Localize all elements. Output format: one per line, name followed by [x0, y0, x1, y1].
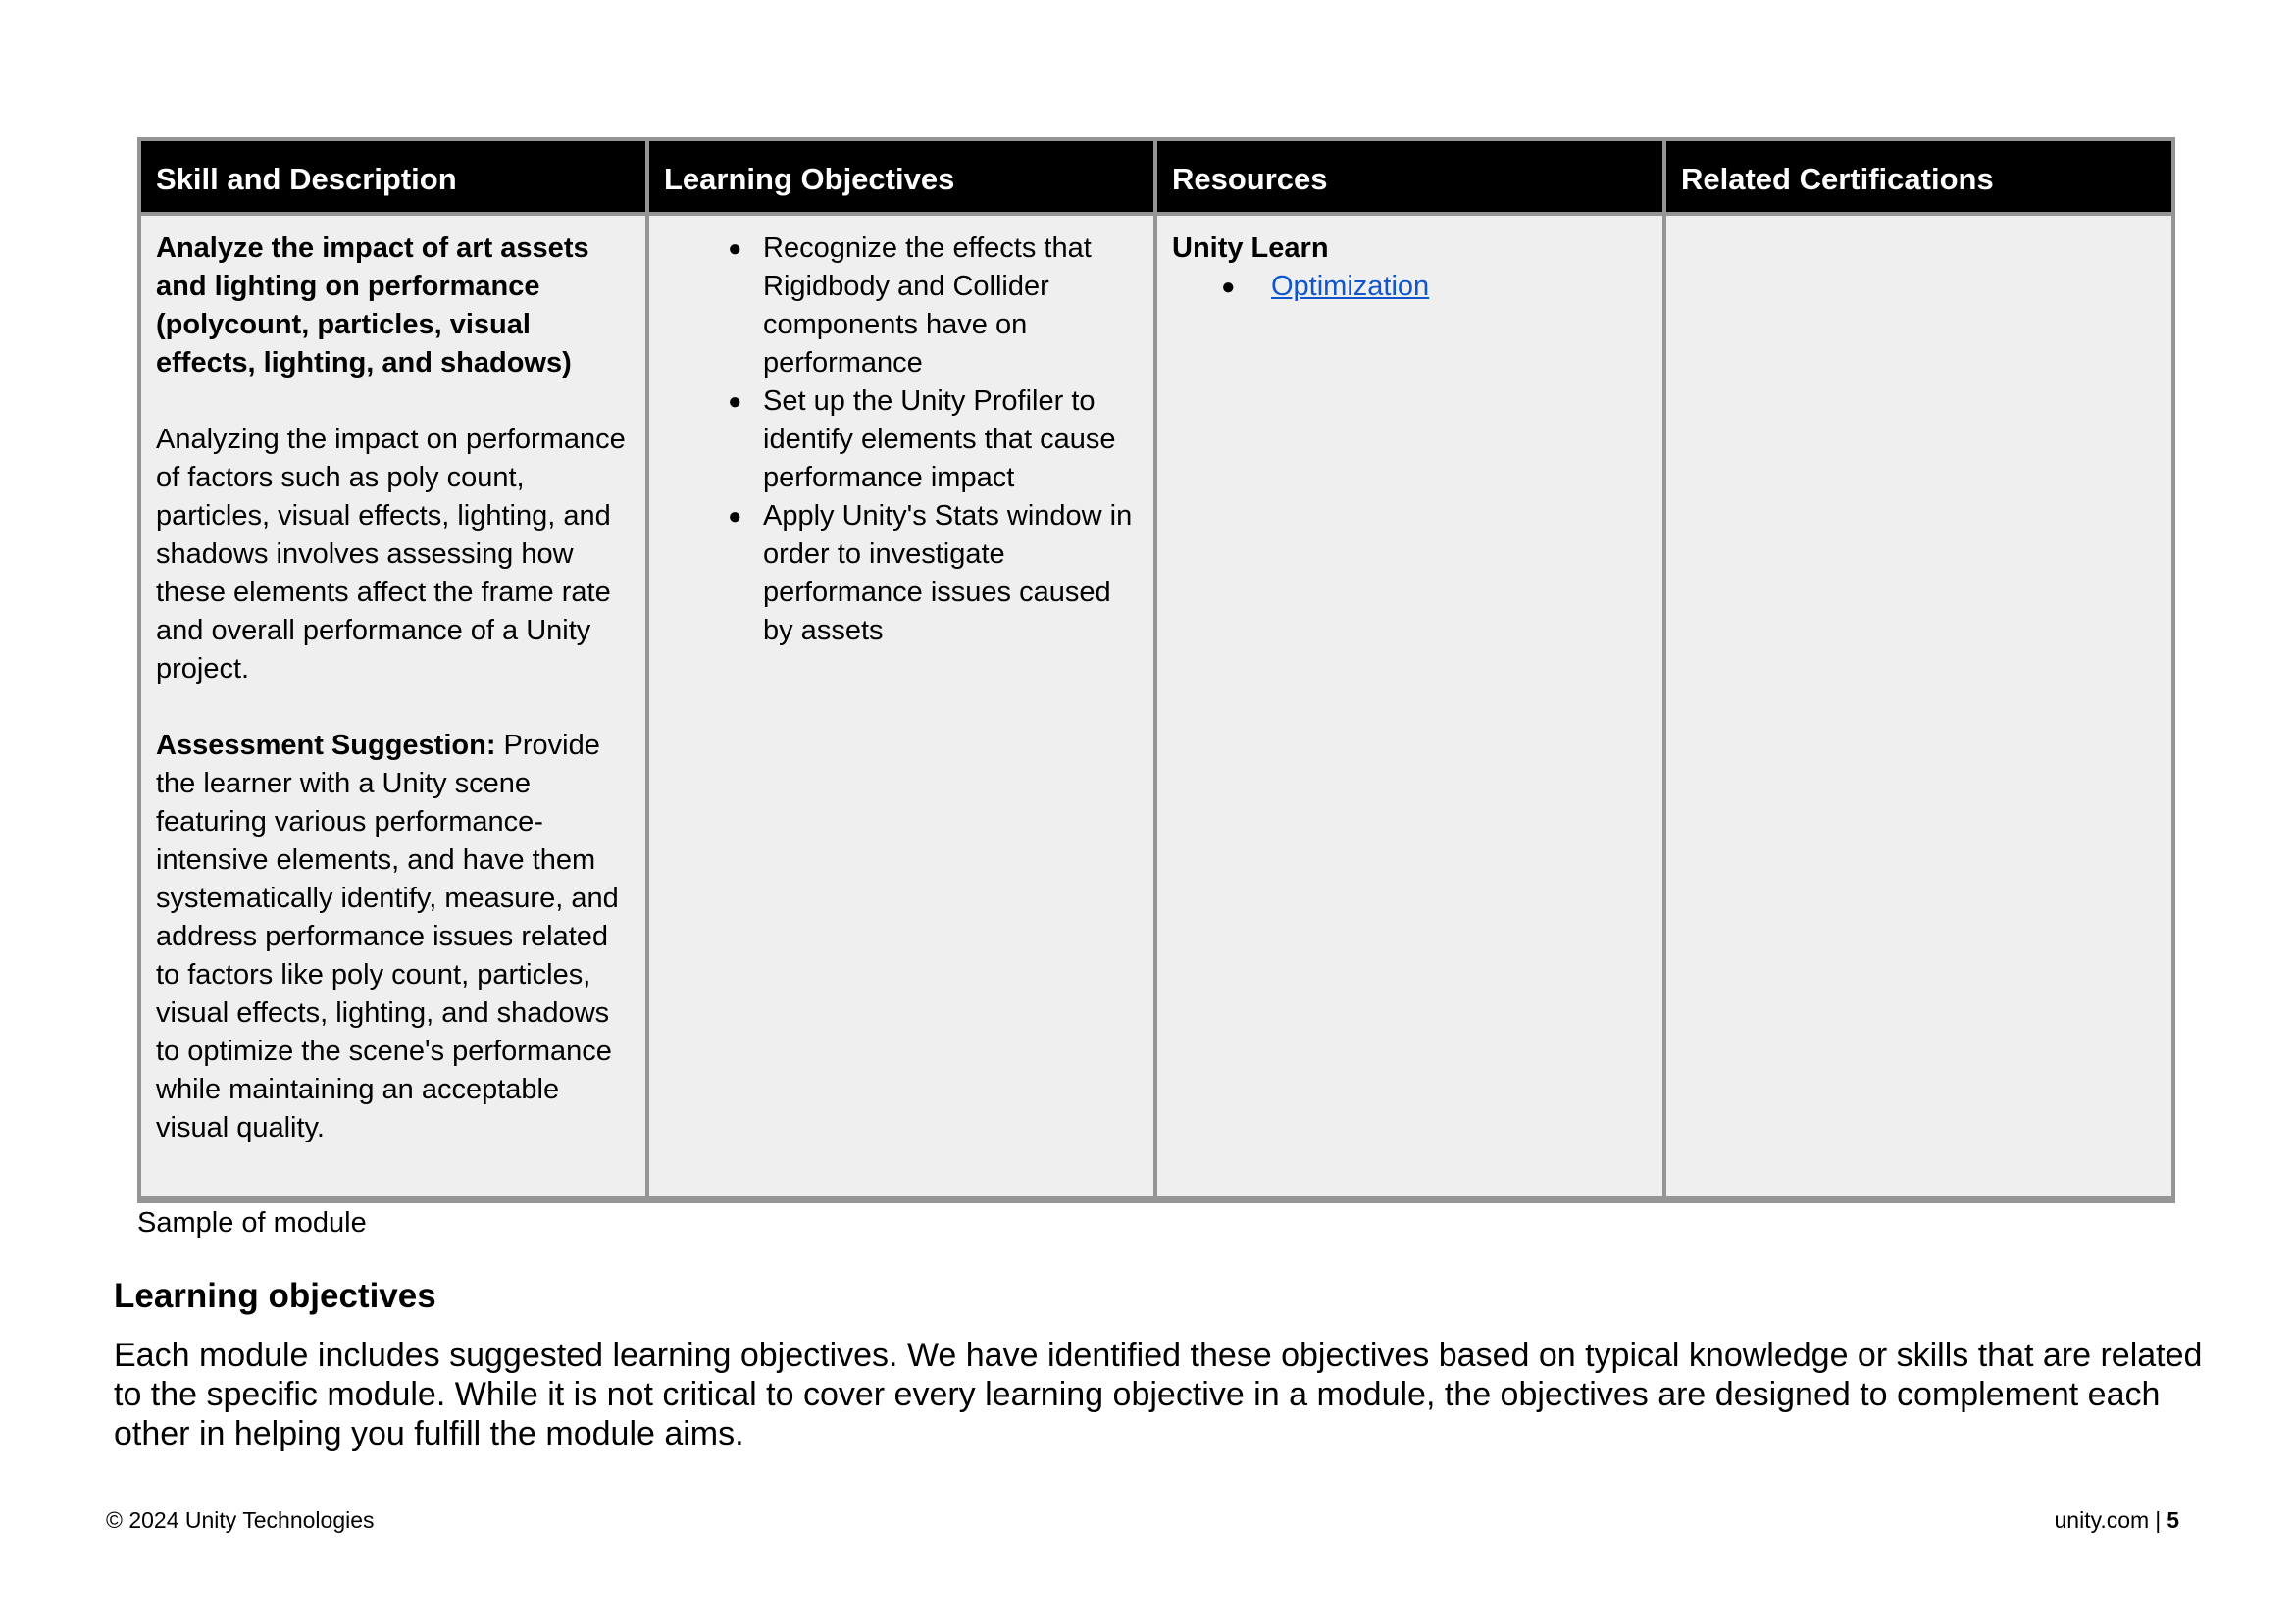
table-caption: Sample of module [137, 1207, 367, 1239]
list-item [664, 497, 1139, 650]
header-skill-description: Skill and Description [139, 139, 647, 214]
footer-separator: | [2155, 1507, 2162, 1533]
page-number: 5 [2167, 1507, 2179, 1533]
assessment-label: Assessment Suggestion: [156, 730, 496, 761]
bullet-icon: ● [728, 235, 742, 262]
assessment-suggestion [156, 727, 631, 1147]
assessment-text: Provide the learner with a Unity scene featuring various performance-intensive elements, and have them systematically identify, measure, and address performance issues related to factors like poly count, particles, visual effects, lighting, and shadows to optimize the scene's performance while maintaining an acceptable visual quality. [156, 730, 619, 1143]
bullet-icon: ● [728, 388, 742, 415]
skill-description: Analyzing the impact on performance of factors such as poly count, particles, visual effects, lighting, and shadows involves assessing how these elements affect the frame rate and overall performance of a Unity project. [156, 424, 626, 685]
footer-right [2055, 1505, 2180, 1535]
table-header-row [139, 139, 2173, 214]
list-item [664, 382, 1139, 497]
objective-text: Set up the Unity Profiler to identify elements that cause performance impact [763, 385, 1116, 493]
table-row [139, 214, 2173, 1200]
module-table [137, 137, 2175, 1203]
objective-text: Apply Unity's Stats window in order to investigate performance issues caused by assets [763, 500, 1133, 646]
footer-site: unity.com [2054, 1507, 2150, 1533]
bullet-icon: ● [1221, 274, 1236, 300]
skill-title: Analyze the impact of art assets and lighting on performance (polycount, particles, visual effects, lighting, and shadows) [156, 232, 589, 379]
header-learning-objectives: Learning Objectives [647, 139, 1155, 214]
optimization-link[interactable]: Optimization [1271, 271, 1430, 302]
list-item [664, 229, 1139, 382]
resources-cell [1155, 214, 1664, 1200]
footer-copyright: © 2024 Unity Technologies [106, 1507, 375, 1533]
section-body: Each module includes suggested learning objectives. We have identified these objectives based on typical knowledge or skills that are related to the specific module. While it is not critical to cover every learning objective in a module, the objectives are designed to complement each other in helping you fulfill the module aims. [114, 1337, 2203, 1452]
header-resources: Resources [1155, 139, 1664, 214]
header-related-certifications: Related Certifications [1664, 139, 2173, 214]
bullet-icon: ● [728, 503, 742, 530]
section-heading: Learning objectives [114, 1277, 436, 1315]
objectives-cell [647, 214, 1155, 1200]
objective-text: Recognize the effects that Rigidbody and Collider components have on performance [763, 232, 1092, 379]
list-item [1172, 268, 1648, 306]
objectives-list [664, 229, 1139, 650]
skill-cell [139, 214, 647, 1200]
resources-list [1172, 268, 1648, 306]
resources-heading: Unity Learn [1172, 232, 1329, 264]
certifications-cell [1664, 214, 2173, 1200]
